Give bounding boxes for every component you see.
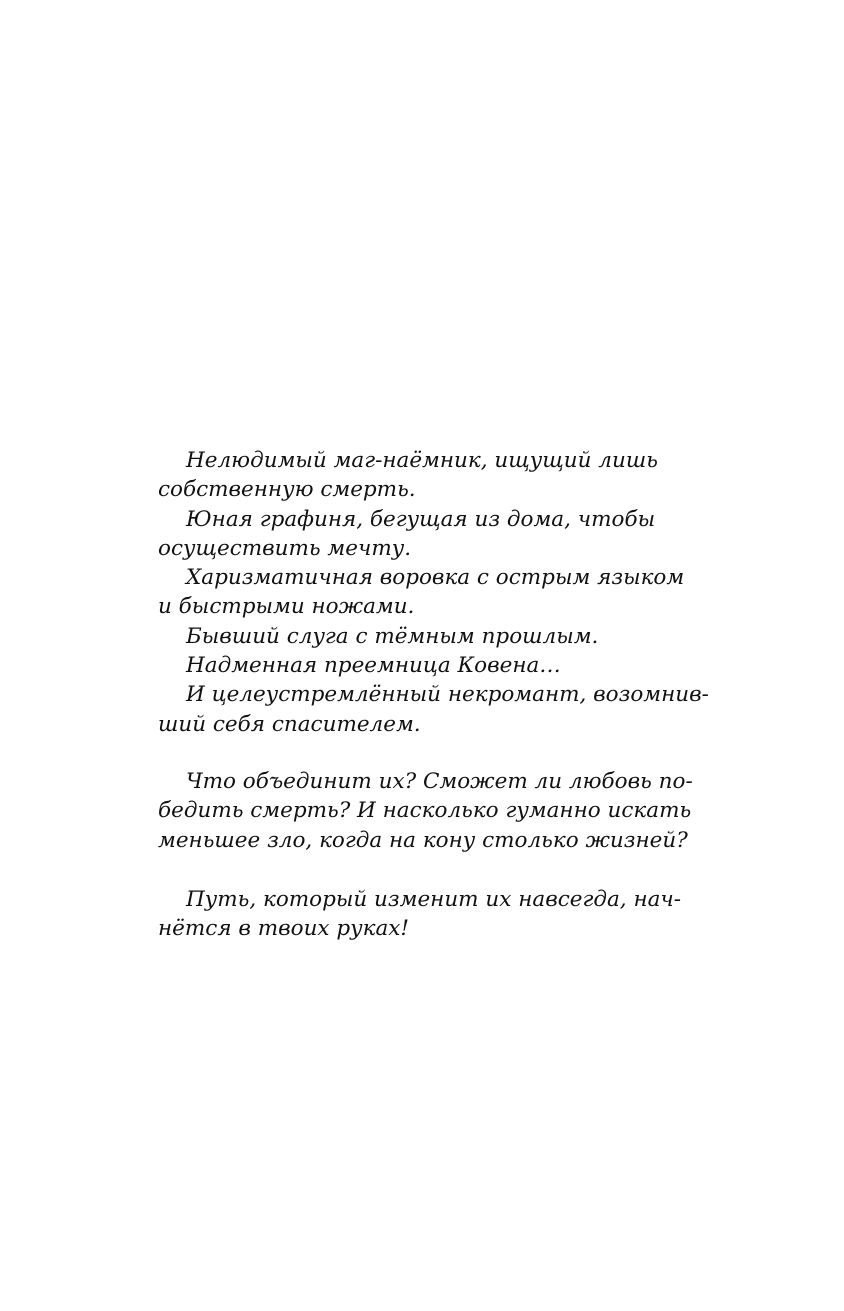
text-line: И целеустремлённый некромант, возомнив-: [186, 682, 709, 708]
text-line: Бывший слуга с тёмным прошлым.: [186, 623, 599, 649]
closing-paragraph: [158, 885, 682, 944]
text-line: меньшее зло, когда на кону столько жизней?: [158, 827, 688, 853]
text-line: Харизматичная воровка с острым языком: [186, 565, 685, 591]
text-line: бедить смерть? И насколько гуманно искать: [158, 798, 692, 824]
character-descriptions: [158, 446, 709, 739]
text-line: собственную смерть.: [158, 477, 416, 503]
text-line: нётся в твоих руках!: [158, 916, 410, 942]
text-line: Что объединит их? Сможет ли любовь по-: [186, 769, 693, 794]
questions-paragraph: [158, 767, 693, 855]
text-line: и быстрыми ножами.: [158, 594, 415, 620]
text-line: Надменная преемница Ковена…: [186, 653, 561, 679]
text-line: Нелюдимый маг-наёмник, ищущий лишь: [186, 448, 658, 473]
text-line: Путь, который изменит их навсегда, нач-: [186, 887, 682, 912]
text-line: ший себя спасителем.: [158, 711, 421, 737]
text-line: Юная графиня, бегущая из дома, чтобы: [186, 506, 656, 532]
text-line: осуществить мечту.: [158, 535, 412, 561]
